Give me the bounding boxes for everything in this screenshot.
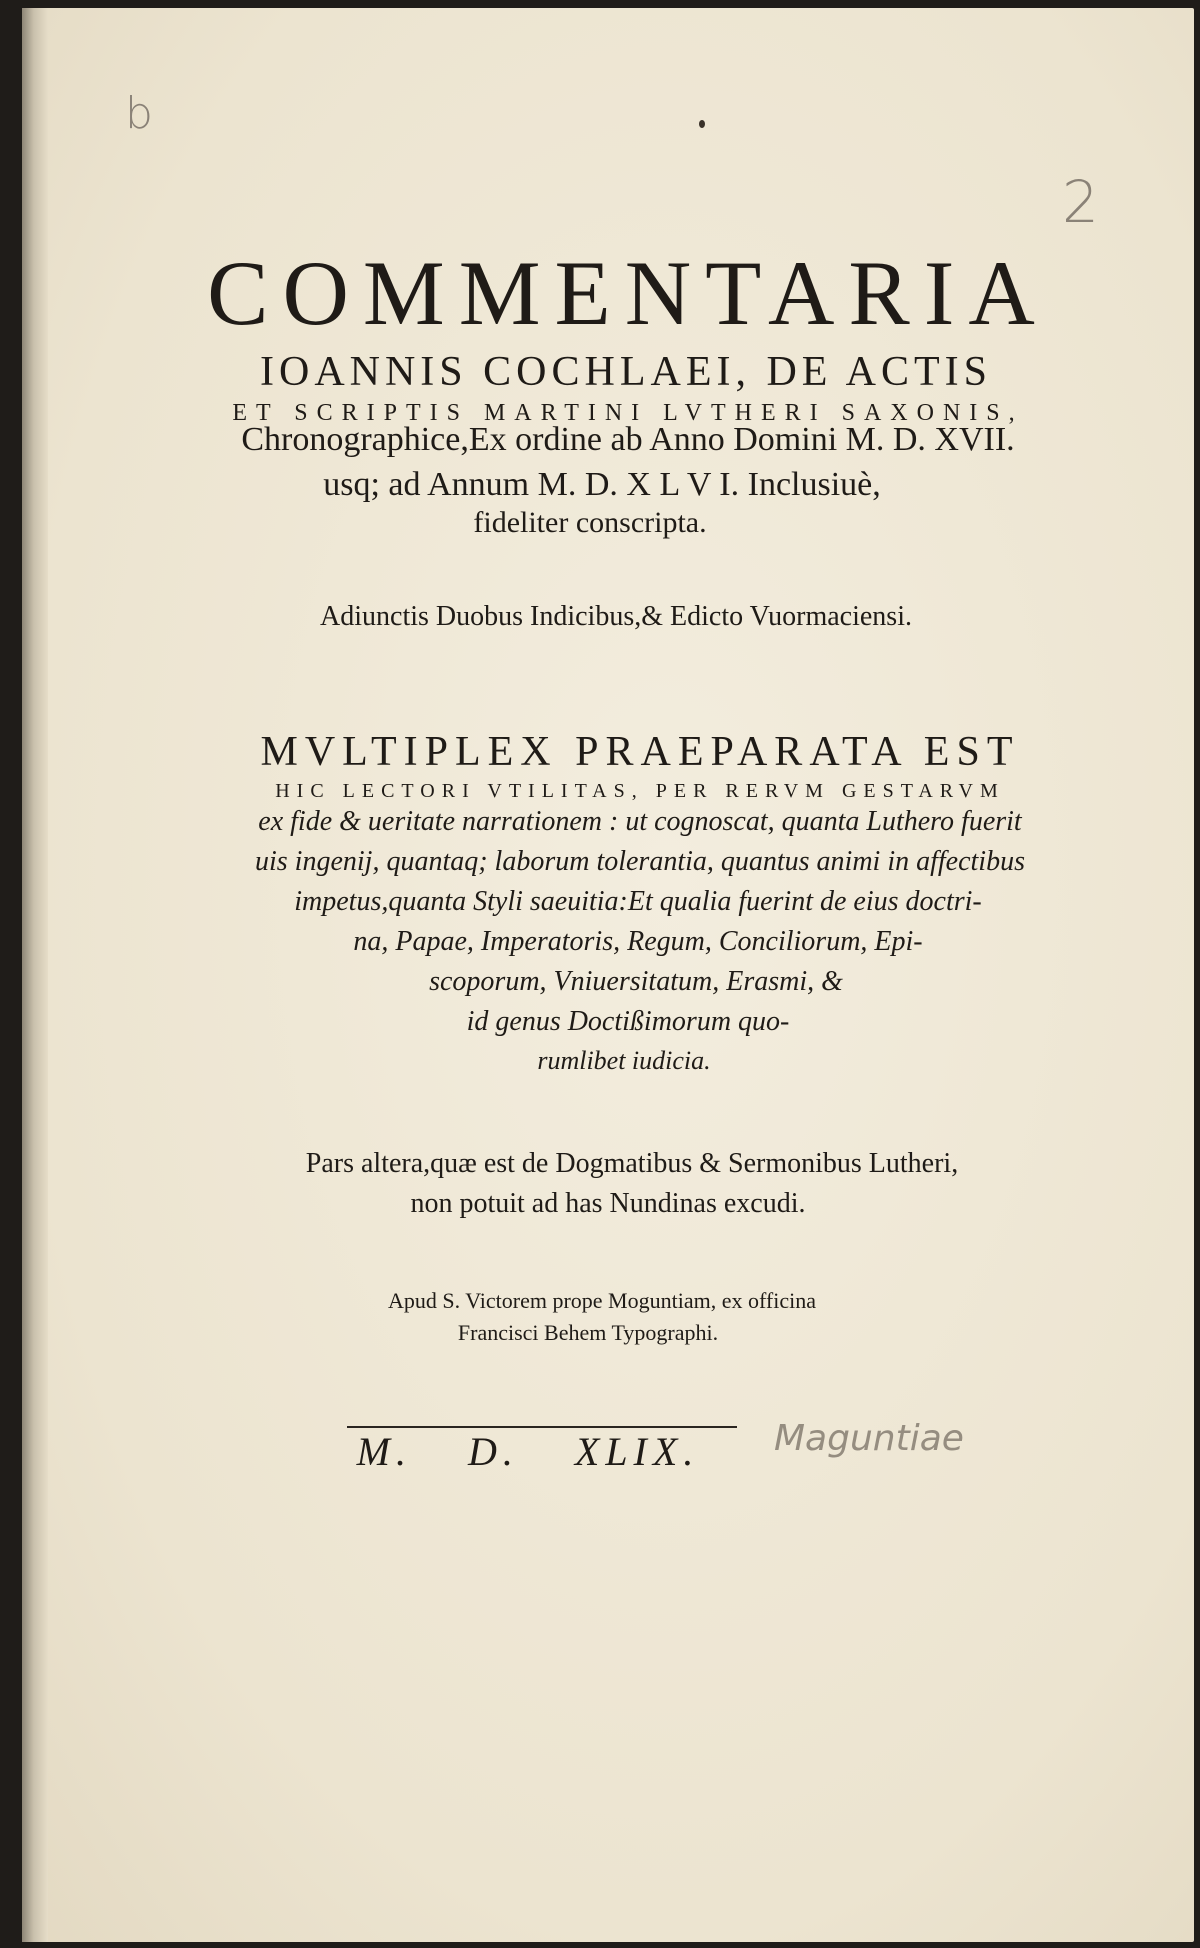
author-line: IOANNIS COCHLAEI, DE ACTIS: [260, 349, 992, 395]
description-line: na, Papae, Imperatoris, Regum, Conciliorum, Epi-: [353, 926, 923, 957]
book-title: COMMENTARIA: [207, 242, 1049, 344]
pencil-corner-mark: b: [125, 88, 153, 139]
title-page: [22, 8, 1194, 1942]
imprint-date: M. D. XLIX.: [356, 1429, 700, 1474]
adiunctis-line: Adiunctis Duobus Indicibus,& Edicto Vuormaciensi.: [320, 601, 912, 632]
handwritten-place-note: Maguntiae: [774, 1418, 964, 1459]
description-subheading: HIC LECTORI VTILITAS, PER RERVM GESTARVM: [275, 780, 1005, 802]
description-line: uis ingenij, quantaq; laborum tolerantia, quantus animi in affectibus: [255, 846, 1025, 877]
imprint-place-line: Apud S. Victorem prope Moguntiam, ex officina: [387, 1288, 816, 1313]
description-line: impetus,quanta Styli saeuitia:Et qualia fuerint de eius doctri-: [294, 886, 982, 917]
pencil-folio-number: 2: [1062, 168, 1099, 236]
description-line: id genus Doctißimorum quo-: [466, 1006, 790, 1037]
pars-altera-line: Pars altera,quæ est de Dogmatibus & Sermonibus Lutheri,: [305, 1148, 959, 1179]
description-heading: MVLTIPLEX PRAEPARATA EST: [260, 729, 1020, 775]
fideliter-line: fideliter conscripta.: [473, 506, 707, 539]
subject-line: ET SCRIPTIS MARTINI LVTHERI SAXONIS,: [232, 400, 1024, 426]
chronography-line: Chronographice,Ex ordine ab Anno Domini M. D. XVII.: [241, 421, 1015, 458]
description-line: rumlibet iudicia.: [537, 1046, 711, 1075]
description-line: scoporum, Vniuersitatum, Erasmi, &: [429, 966, 843, 997]
pars-altera-line: non potuit ad has Nundinas excudi.: [410, 1188, 806, 1219]
description-line: ex fide & ueritate narrationem : ut cognoscat, quanta Luthero fuerit: [258, 806, 1022, 837]
ink-speck: [699, 120, 705, 128]
imprint-printer-line: Francisci Behem Typographi.: [457, 1320, 719, 1345]
date-range-line: usq; ad Annum M. D. X L V I. Inclusiuè,: [323, 466, 881, 503]
